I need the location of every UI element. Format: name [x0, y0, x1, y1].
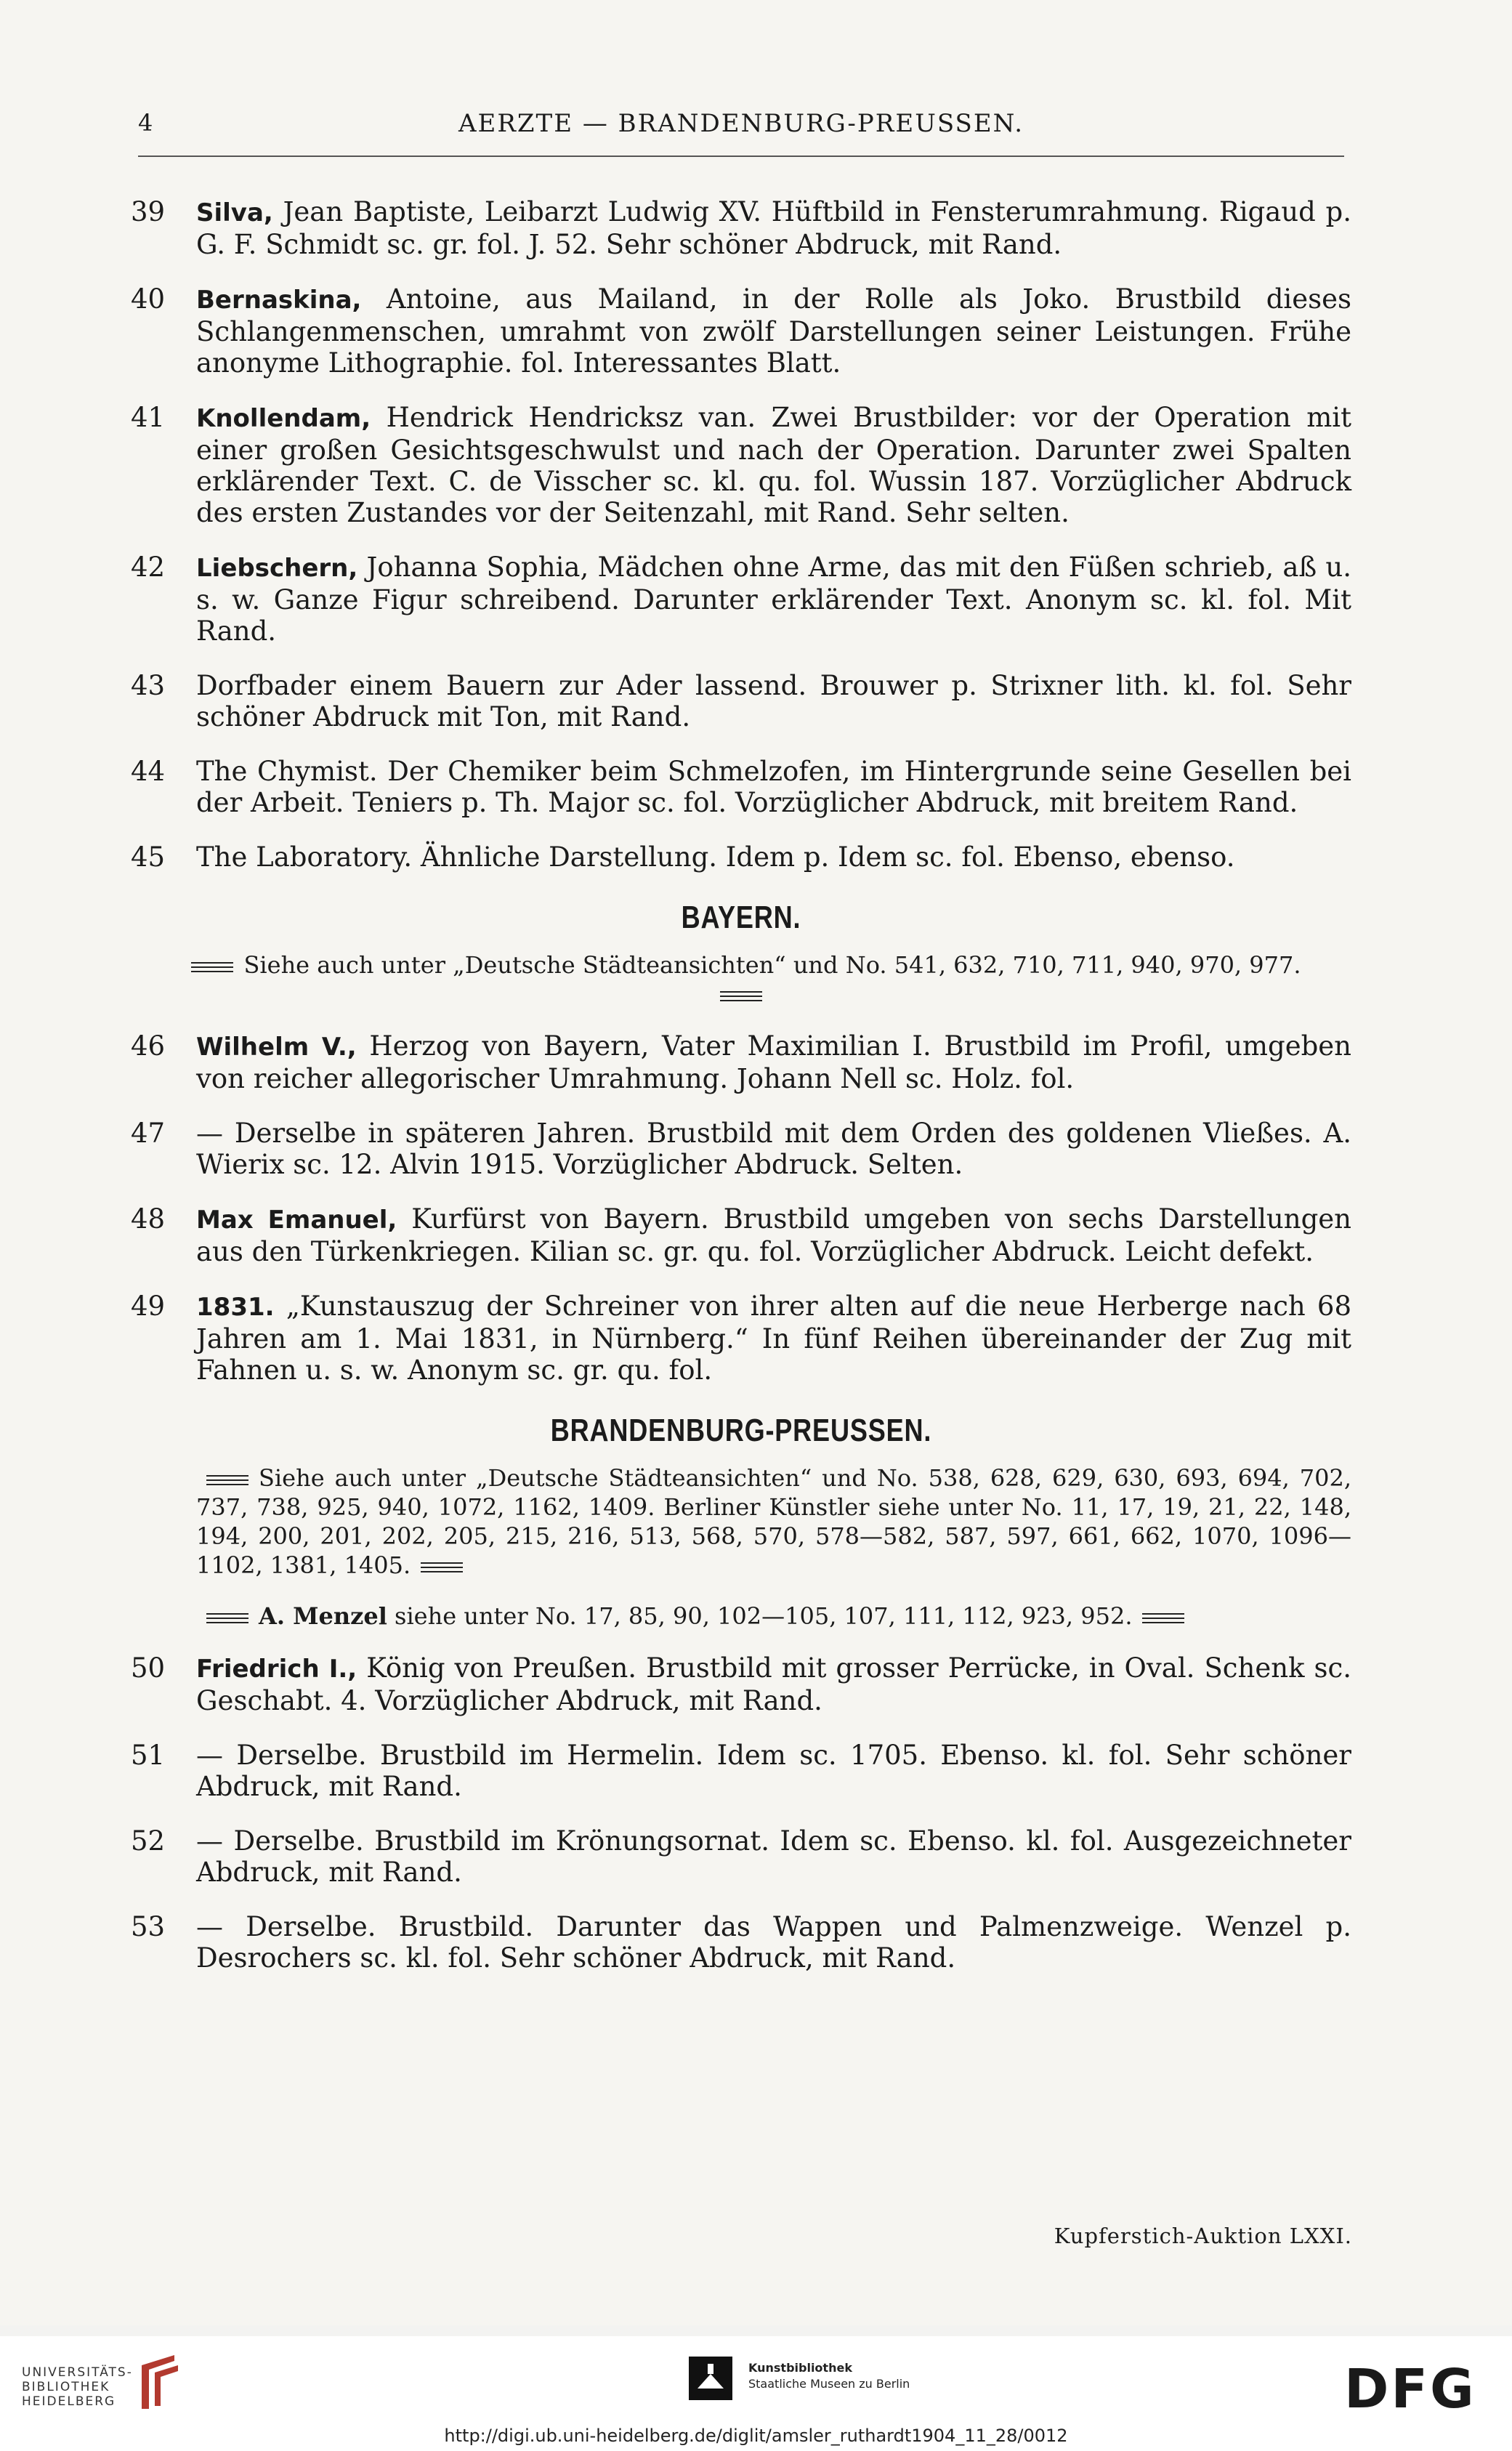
section-note-brandenburg: Siehe auch unter „Deutsche Städteansichten“ und No. 538, 628, 629, 630, 693, 694, 702, 737, 738, 925, 940, 1072, 1162, 1409. Berliner Künstler siehe unter No. 11, 17, 19, 21, 22, 148, 194, 200, 201, 202, 205, 215, 216, 513, 568, 570, 578—582, 587, 597, 661, 662, 1070, 1096—1102, 1381, 1405.: [196, 1464, 1351, 1579]
catalog-entry-44: 44 The Chymist. Der Chemiker beim Schmelzofen, im Hintergrunde seine Gesellen bei der Arbeit. Teniers p. Th. Major sc. fol. Vorzüglicher Abdruck, mit breitem Rand.: [131, 756, 1351, 818]
catalog-body: [131, 196, 1351, 1997]
university-library-label: UNIVERSITÄTS- BIBLIOTHEK HEIDELBERG: [22, 2365, 133, 2409]
running-header: [138, 109, 1344, 145]
catalog-entry-52: 52 — Derselbe. Brustbild im Krönungsornat. Idem sc. Ebenso. kl. fol. Ausgezeichneter Abdruck, mit Rand.: [131, 1825, 1351, 1888]
section-title-brandenburg: BRANDENBURG-PREUSSEN.: [550, 1413, 932, 1448]
catalog-entry-41: 41 Knollendam, Hendrick Hendricksz van. Zwei Brustbilder: vor der Operation mit einer großen Gesichtsgeschwulst und nach der Operation. Darunter zwei Spalten erklärender Text. C. de Visscher sc. kl. qu. fol. Wussin 187. Vorzüglicher Abdruck des ersten Zustandes vor der Seitenzahl, mit Rand. Sehr selten.: [131, 402, 1351, 528]
double-rule-mark: [206, 1475, 248, 1485]
catalog-entry-53: 53 — Derselbe. Brustbild. Darunter das Wappen und Palmenzweige. Wenzel p. Desrochers sc. kl. fol. Sehr schöner Abdruck, mit Rand.: [131, 1911, 1351, 1974]
section-note-bayern: Siehe auch unter „Deutsche Städteansichten“ und No. 541, 632, 710, 711, 940, 970, 977.: [160, 950, 1322, 1009]
page-number: 4: [138, 109, 153, 137]
catalog-entry-45: 45 The Laboratory. Ähnliche Darstellung. Idem p. Idem sc. fol. Ebenso, ebenso.: [131, 841, 1235, 873]
kunstbibliothek-logo-icon: [689, 2357, 732, 2400]
double-rule-mark: [1142, 1613, 1184, 1623]
catalog-entry-43: 43 Dorfbader einem Bauern zur Ader lassend. Brouwer p. Strixner lith. kl. fol. Sehr schöner Abdruck mit Ton, mit Rand.: [131, 670, 1351, 732]
catalog-entry-48: 48 Max Emanuel, Kurfürst von Bayern. Brustbild umgeben von sechs Darstellungen aus den Türkenkriegen. Kilian sc. gr. qu. fol. Vorzüglicher Abdruck. Leicht defekt.: [131, 1203, 1351, 1267]
header-rule: [138, 156, 1344, 157]
university-logo-icon: [134, 2351, 185, 2413]
double-rule-mark: [191, 962, 233, 972]
catalog-entry-39: 39 Silva, Jean Baptiste, Leibarzt Ludwig XV. Hüftbild in Fensterumrahmung. Rigaud p. G. F. Schmidt sc. gr. fol. J. 52. Sehr schöner Abdruck, mit Rand.: [131, 196, 1352, 260]
catalog-entry-40: 40 Bernaskina, Antoine, aus Mailand, in der Rolle als Joko. Brustbild dieses Schlangenmenschen, umrahmt von zwölf Darstellungen seiner Leistungen. Frühe anonyme Lithographie. fol. Interessantes Blatt.: [131, 283, 1351, 379]
catalog-entry-42: 42 Liebschern, Johanna Sophia, Mädchen ohne Arme, das mit den Füßen schrieb, aß u. s. w. Ganze Figur schreibend. Darunter erklärender Text. Anonym sc. kl. fol. Mit Rand.: [131, 552, 1351, 647]
double-rule-mark: [206, 1613, 248, 1623]
catalog-entry-50: 50 Friedrich I., König von Preußen. Brustbild mit grosser Perrücke, in Oval. Schenk sc. Geschabt. 4. Vorzüglicher Abdruck, mit Rand.: [131, 1652, 1351, 1716]
running-title: AERZTE — BRANDENBURG-PREUSSEN.: [458, 109, 1024, 138]
double-rule-mark: [421, 1562, 463, 1572]
double-rule-mark: [720, 991, 762, 1001]
section-note-menzel: A. Menzel siehe unter No. 17, 85, 90, 102—105, 107, 111, 112, 923, 952.: [196, 1602, 1351, 1631]
catalog-entry-51: 51 — Derselbe. Brustbild im Hermelin. Idem sc. 1705. Ebenso. kl. fol. Sehr schöner Abdruck, mit Rand.: [131, 1740, 1351, 1802]
footer-note: Kupferstich-Auktion LXXI.: [1054, 2224, 1352, 2248]
dfg-logo: DFG: [1344, 2358, 1476, 2420]
catalog-entry-49: 49 1831. „Kunstauszug der Schreiner von ihrer alten auf die neue Herberge nach 68 Jahren am 1. Mai 1831, in Nürnberg.“ In fünf Reihen übereinander der Zug mit Fahnen u. s. w. Anonym sc. gr. qu. fol.: [131, 1291, 1351, 1386]
source-url[interactable]: http://digi.ub.uni-heidelberg.de/diglit/amsler_ruthardt1904_11_28/0012: [444, 2426, 1068, 2446]
catalog-entry-46: 46 Wilhelm V., Herzog von Bayern, Vater Maximilian I. Brustbild im Profil, umgeben von reicher allegorischer Umrahmung. Johann Nell sc. Holz. fol.: [131, 1030, 1351, 1094]
section-title-bayern: BAYERN.: [681, 900, 801, 935]
catalog-entry-47: 47 — Derselbe in späteren Jahren. Brustbild mit dem Orden des goldenen Vließes. A. Wierix sc. 12. Alvin 1915. Vorzüglicher Abdruck. Selten.: [131, 1118, 1351, 1180]
kunstbibliothek-label: Kunstbibliothek Staatliche Museen zu Berlin: [748, 2361, 910, 2391]
